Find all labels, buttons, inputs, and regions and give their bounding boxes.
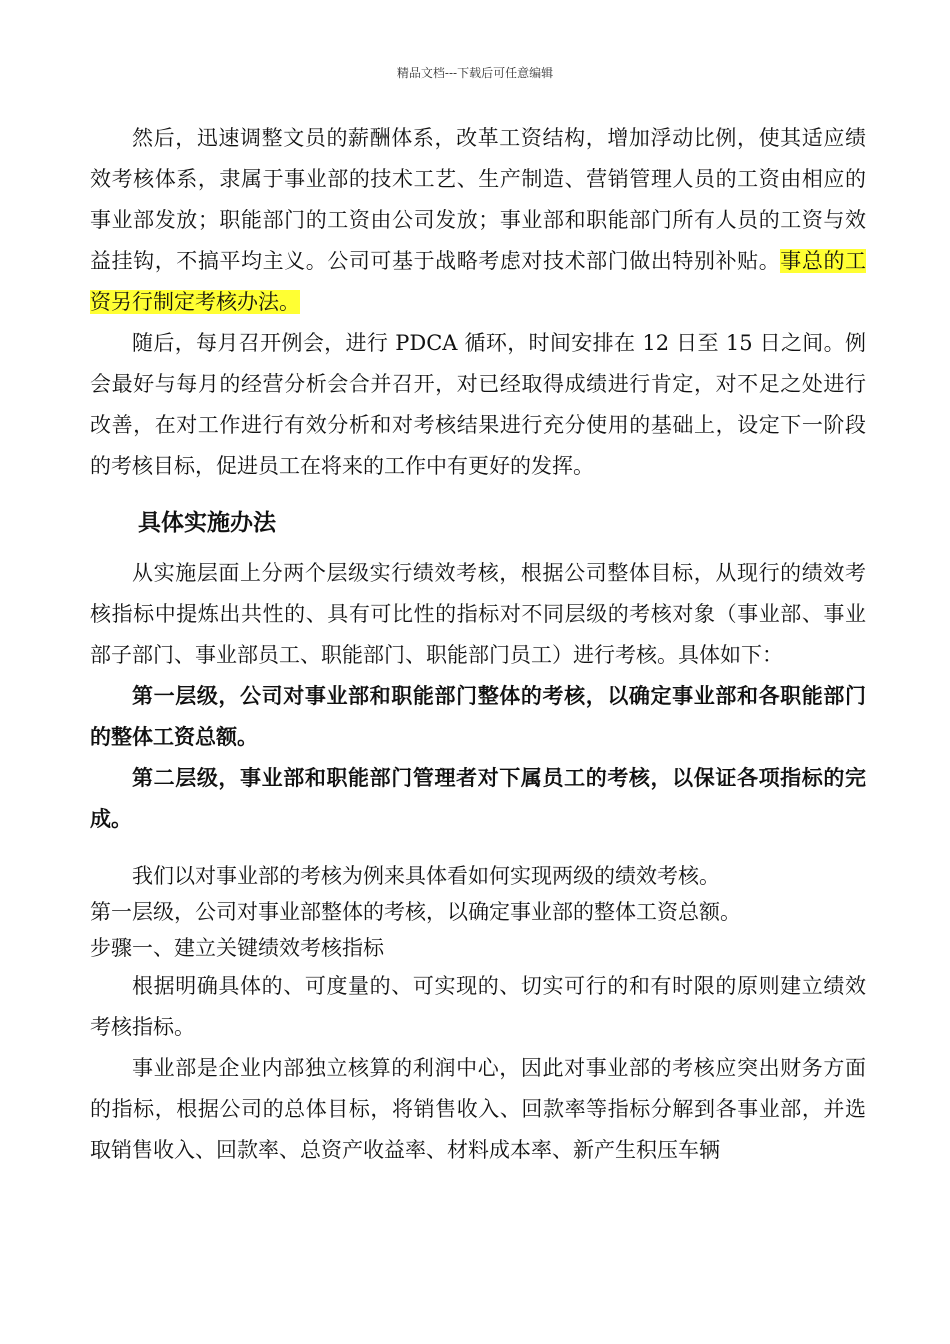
paragraph-example: 我们以对事业部的考核为例来具体看如何实现两级的绩效考核。 [132, 864, 720, 888]
paragraph-level-two: 第二层级，事业部和职能部门管理者对下属员工的考核，以保证各项指标的完成。 [90, 766, 866, 831]
paragraph-implementation: 从实施层面上分两个层级实行绩效考核，根据公司整体目标，从现行的绩效考核指标中提炼出共性的、具有可比性的指标对不同层级的考核对象（事业部、事业部子部门、事业部员工、职能部门、职能部门员工）进行考核。具体如下： [90, 561, 866, 667]
paragraph-division-assessment: 事业部是企业内部独立核算的利润中心，因此对事业部的考核应突出财务方面的指标，根据公司的总体目标，将销售收入、回款率等指标分解到各事业部，并选取销售收入、回款率、总资产收益率、材料成本率、新产生积压车辆 [90, 1056, 866, 1162]
section-heading: 具体实施办法 [138, 510, 276, 536]
page-header: 精品文档---下载后可任意编辑 [396, 66, 554, 80]
paragraph-salary-structure [90, 118, 866, 323]
paragraph-level-one: 第一层级，公司对事业部和职能部门整体的考核，以确定事业部和各职能部门的整体工资总额。 [90, 684, 866, 749]
document-body [90, 118, 866, 1171]
paragraph-principle: 根据明确具体的、可度量的、可实现的、切实可行的和有时限的原则建立绩效考核指标。 [90, 974, 866, 1039]
paragraph-step-one: 步骤一、建立关键绩效考核指标 [90, 936, 384, 960]
paragraph-text: 然后，迅速调整文员的薪酬体系，改革工资结构，增加浮动比例，使其适应绩效考核体系，隶属于事业部的技术工艺、生产制造、营销管理人员的工资由相应的事业部发放；职能部门的工资由公司发放；事业部和职能部门所有人员的工资与效益挂钩，不搞平均主义。公司可基于战略考虑对技术部门做出特别补贴。 [90, 126, 866, 273]
paragraph-monthly-meeting: 随后，每月召开例会，进行 PDCA 循环，时间安排在 12 日至 15 日之间。例会最好与每月的经营分析会合并召开，对已经取得成绩进行肯定，对不足之处进行改善，在对工作进行有效分析和对考核结果进行充分使用的基础上，设定下一阶段的考核目标，促进员工在将来的工作中有更好的发挥。 [90, 331, 866, 478]
paragraph-level-one-company: 第一层级，公司对事业部整体的考核，以确定事业部的整体工资总额。 [90, 900, 741, 924]
highlighted-text: 事总的工资另行制定考核办法。 [90, 249, 867, 314]
